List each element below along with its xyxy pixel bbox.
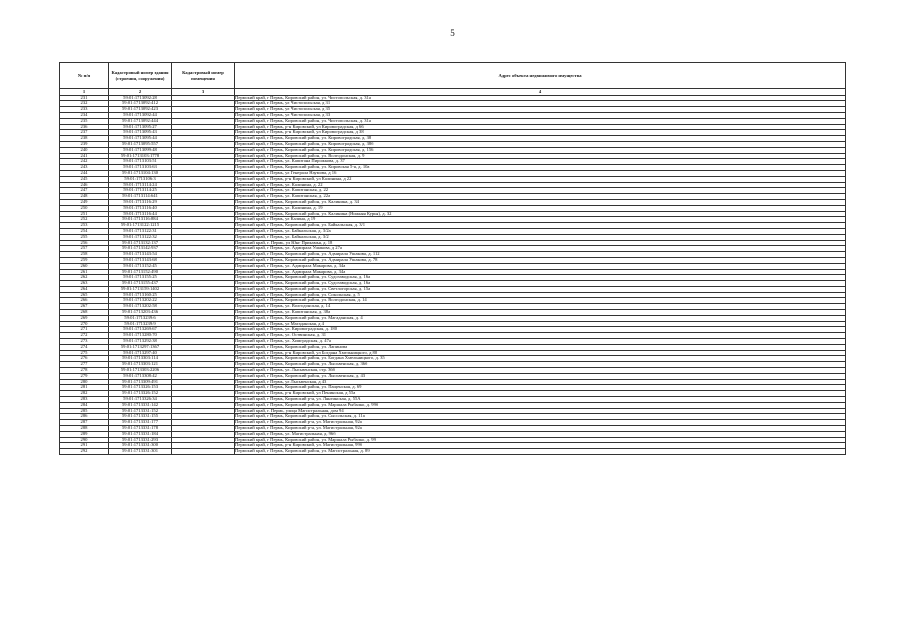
property-address: Пермский край, г Пермь, ул. Магистральная, д. 96б: [235, 431, 846, 437]
property-address: Пермский край, г Пермь, Кировский район, ул. Сокольская, д. 5: [235, 292, 846, 298]
property-address: Пермский край, г Пермь, Кировский район, ул. Калинина, д. 34: [235, 199, 846, 205]
property-address: Пермский край, г Пермь, Кировский район, ул. Кировоградская, д. 156: [235, 147, 846, 153]
cadastral-number: 59:01:1713103:63: [109, 165, 172, 171]
cadastral-number: 59:01:1713155:437: [109, 281, 172, 287]
cadastral-number: 59:01:1713202:58: [109, 304, 172, 310]
cadastral-number: 59:01:1713132:137: [109, 240, 172, 246]
property-address: Пермский край, г Пермь, Кировский район, ул. Богдана Хмельницкого, д. 35: [235, 356, 846, 362]
row-number: 247: [60, 188, 109, 194]
cadastral-number: 59:01:1713114:641: [109, 194, 172, 200]
cadastral-number: 59:01:1713116:884: [109, 217, 172, 223]
row-number: 265: [60, 292, 109, 298]
column-number: 4: [235, 89, 846, 96]
cadastral-number: 59:01:1713143:68: [109, 257, 172, 263]
property-address: Пермский край, г Пермь, Кировский район, ул. Лапинова: [235, 344, 846, 350]
row-number: 276: [60, 356, 109, 362]
row-number: 275: [60, 350, 109, 356]
cadastral-number: 59:01:1713303:114: [109, 356, 172, 362]
cadastral-number: 59:01:1713152:490: [109, 269, 172, 275]
cadastral-number: 59:01:1713331:293: [109, 437, 172, 443]
property-address: Пермский край, г Пермь, Кировский район, ул. Маршала Рыбалко, д. 99: [235, 437, 846, 443]
row-number: 264: [60, 286, 109, 292]
row-number: 285: [60, 408, 109, 414]
row-number: 248: [60, 194, 109, 200]
cadastral-number: 59:01:1713160:25: [109, 292, 172, 298]
cadastral-number: 59:01:1713116:29: [109, 199, 172, 205]
property-address: Пермский край, г Пермь, ул Магаданская, д 4: [235, 321, 846, 327]
cadastral-number: 59:01:1713331:184: [109, 431, 172, 437]
table-header: [60, 63, 846, 96]
property-address: Пермский край, г Пермь, Кировский район, ул. Кировоградская, д. 38б: [235, 141, 846, 147]
cadastral-number: 59:01:1713326:34: [109, 397, 172, 403]
row-number: 272: [60, 333, 109, 339]
cadastral-number: 59:01:1713303:2206: [109, 368, 172, 374]
row-number: 262: [60, 275, 109, 281]
property-address: Пермский край, г Пермь, ул. Байкальская, д. 3/2а: [235, 228, 846, 234]
property-address: Пермский край, г Пермь, ул Чистопольская, д 33: [235, 112, 846, 118]
property-address: Пермский край, г Пермь, р-н Кировский, ул. Магистральная, 99б: [235, 443, 846, 449]
cadastral-number: 59:01:1713106:3: [109, 176, 172, 182]
table-row: [60, 449, 846, 455]
header-address: Адрес объекта недвижимого имущества: [235, 63, 846, 89]
property-address: Пермский край, г Пермь, Кировский р-н, ул. Магистральная, 92а: [235, 426, 846, 432]
property-address: Пермский край, г Пермь, ул. Химградская, д. 47а: [235, 339, 846, 345]
property-address: Пермский край, г Пермь, Кировский район, ул. Байкальская, д. 3/1: [235, 223, 846, 229]
property-address: Пермский край, г Пермь, Кировский район, ул. Лысьвенская, д. 43: [235, 373, 846, 379]
row-number: 253: [60, 223, 109, 229]
property-registry-table: [59, 62, 846, 455]
property-address: Пермский край, г Пермь, ул Лысьвенская, д 43: [235, 379, 846, 385]
row-number: 291: [60, 443, 109, 449]
row-number: 258: [60, 252, 109, 258]
cadastral-number: 59:01:1713297:40: [109, 350, 172, 356]
room-cadastral-number: [172, 449, 235, 455]
row-number: 261: [60, 269, 109, 275]
property-address: Пермский край, г Пермь, р-н Кировский, ул Пенинская, д 55а: [235, 391, 846, 397]
property-address: Пермский край, г Пермь, р-н Кировский, ул Богдана Хмельницкого, д 80: [235, 350, 846, 356]
row-number: 246: [60, 182, 109, 188]
header-cadastral-room: Кадастровый номер помещения: [172, 63, 235, 89]
row-number: 254: [60, 228, 109, 234]
cadastral-number: 59:01:1713203:436: [109, 310, 172, 316]
property-address: Пермский край, г Пермь, Кировский район, ул. Волгодонская, д. 9: [235, 153, 846, 159]
row-number: 282: [60, 391, 109, 397]
row-number: 240: [60, 147, 109, 153]
cadastral-number: 59:01:1713092:44: [109, 112, 172, 118]
cadastral-number: 59:01:1713331:178: [109, 426, 172, 432]
header-cadastral-building: Кадастровый номер здания (строения, сооружения): [109, 63, 172, 89]
row-number: 278: [60, 368, 109, 374]
row-number: 274: [60, 344, 109, 350]
row-number: 233: [60, 107, 109, 113]
row-number: 231: [60, 95, 109, 101]
row-number: 241: [60, 153, 109, 159]
column-number: 2: [109, 89, 172, 96]
cadastral-number: 59:01:1713099:48: [109, 147, 172, 153]
row-number: 277: [60, 362, 109, 368]
row-number: 266: [60, 298, 109, 304]
property-address: Пермский край, г Пермь, ул. Кировоградская, д. 180: [235, 327, 846, 333]
property-address: Пермский край, г Пермь, ул Чистопольская, д 31: [235, 101, 846, 107]
property-address: Пермский край, г Пермь, ул Чистопольская, д 35: [235, 107, 846, 113]
property-address: Пермский край, г Пермь, ул. Лысьвенская, стр. 36б: [235, 368, 846, 374]
property-address: Пермский край, г Пермь, ул. Адмирала Ушакова, д 27а: [235, 246, 846, 252]
row-number: 249: [60, 199, 109, 205]
cadastral-number: 59:01:1713092:412: [109, 101, 172, 107]
cadastral-number: 59:01:1713122:1215: [109, 223, 172, 229]
row-number: 271: [60, 327, 109, 333]
property-address: Пермский край, г Пермь, Кировский район, ул. Сысольская, д. 11а: [235, 414, 846, 420]
property-address: Пермский край, г Пермь, Кировский район, ул. Чистопольская, д. 31а: [235, 95, 846, 101]
property-address: Пермский край, г Пермь, Кировский район, ул. Судозаводская, д. 16а: [235, 275, 846, 281]
property-address: Пермский край, г Пермь, ул. Капитана Пирожкова, д. 37: [235, 159, 846, 165]
property-address: Пермский край, г Пермь, Кировский р-н, ул. Магистральная, 92а: [235, 420, 846, 426]
cadastral-number: 59:01:1713143:54: [109, 252, 172, 258]
property-address: Пермский край, г Пермь, Кировский район, ул. Магаданская, д. 4: [235, 315, 846, 321]
property-address: Пермский край, г Пермь, Кировский район, ул. Калинина (Нижняя Курья), д. 32: [235, 211, 846, 217]
cadastral-number: 59:01:1713297:1367: [109, 344, 172, 350]
cadastral-number: 59:01:1713239:6: [109, 315, 172, 321]
property-address: Пермский край, г Пермь, ул. Калинина, д. 22: [235, 182, 846, 188]
property-address: Пермский край, г. Пермь, ул Юнг Прикамья, д. 18: [235, 240, 846, 246]
property-address: Пермский край, г Пермь, ул. Адмирала Макарова, д. 34а: [235, 269, 846, 275]
row-number: 235: [60, 118, 109, 124]
cadastral-number: 59:01:1713326:152: [109, 391, 172, 397]
property-address: Пермский край, г Пермь, ул Генерала Наумова, д 16: [235, 170, 846, 176]
row-number: 238: [60, 136, 109, 142]
row-number: 237: [60, 130, 109, 136]
row-number: 281: [60, 385, 109, 391]
page-number: 5: [450, 28, 455, 38]
row-number: 268: [60, 310, 109, 316]
table-body: [60, 95, 846, 454]
property-address: Пермский край, г Пермь, Кировский район, ул. Волгодонская, д. 14: [235, 298, 846, 304]
property-address: Пермский край, г Пермь, Кировский р-н, ул. Лянгинская, д. 55А: [235, 397, 846, 403]
row-number: 255: [60, 234, 109, 240]
cadastral-number: 59:01:1713308:42: [109, 373, 172, 379]
property-address: Пермский край, г Пермь, Кировский район, ул. Судозаводская, д. 16а: [235, 281, 846, 287]
row-number: 251: [60, 211, 109, 217]
property-address: Пермский край, г Пермь, р-н Кировский, ул Кировоградская, д 38: [235, 130, 846, 136]
cadastral-number: 59:01:1713331:152: [109, 408, 172, 414]
cadastral-number: 59:01:1713116:44: [109, 211, 172, 217]
row-number: 280: [60, 379, 109, 385]
cadastral-number: 59:01:1713103:51: [109, 159, 172, 165]
cadastral-number: 59:01:1713095:557: [109, 141, 172, 147]
row-number: 244: [60, 170, 109, 176]
row-number: 287: [60, 420, 109, 426]
row-number: 289: [60, 431, 109, 437]
cadastral-number: 59:01:1713331:177: [109, 420, 172, 426]
cadastral-number: 59:01:1713114:25: [109, 188, 172, 194]
property-address: Пермский край, г Пермь, ул. Адмирала Макарова, д. 34а: [235, 263, 846, 269]
property-address: Пермский край, г Пермь, ул. Капитанская, д. 38а: [235, 310, 846, 316]
cadastral-number: 59:01:1713292:38: [109, 339, 172, 345]
cadastral-number: 59:01:1713092:423: [109, 107, 172, 113]
cadastral-number: 59:01:1713269:67: [109, 327, 172, 333]
property-address: Пермский край, г Пермь, Кировский район, ул. Адмирала Ушакова, д. 78: [235, 257, 846, 263]
row-number: 292: [60, 449, 109, 455]
row-number: 284: [60, 402, 109, 408]
row-number: 250: [60, 205, 109, 211]
cadastral-number: 59:01:1713095:43: [109, 130, 172, 136]
row-number: 243: [60, 165, 109, 171]
row-number: 290: [60, 437, 109, 443]
row-number: 236: [60, 124, 109, 130]
property-address: Пермский край, г Пермь, ул Калина, д 19: [235, 217, 846, 223]
cadastral-number: 59:01:1713155:25: [109, 275, 172, 281]
cadastral-number: 59:01:1713103:1778: [109, 153, 172, 159]
row-number: 239: [60, 141, 109, 147]
cadastral-number: 59:01:1713116:40: [109, 205, 172, 211]
cadastral-number: 59:01:1713104:130: [109, 170, 172, 176]
cadastral-number: 59:01:1713142:937: [109, 246, 172, 252]
property-address: Пермский край, г Пермь, р-н Кировский, ул Кировоградская, д 66: [235, 124, 846, 130]
cadastral-number: 59:01:1713202:22: [109, 298, 172, 304]
cadastral-number: 59:01:1713122:32: [109, 234, 172, 240]
row-number: 234: [60, 112, 109, 118]
cadastral-number: 59:01:1713095:44: [109, 136, 172, 142]
cadastral-number: 59:01:1713095:27: [109, 124, 172, 130]
property-address: Пермский край, г Пермь, Кировский район, ул. Светлогорская, д. 15а: [235, 286, 846, 292]
property-address: Пермский край, г Пермь, Кировский район, ул. Адмирала Ушакова, д. 112: [235, 252, 846, 258]
property-address: Пермский край, г Пермь, ул. Оствинская, д. 31: [235, 333, 846, 339]
cadastral-number: 59:01:1713092:444: [109, 118, 172, 124]
cadastral-number: 59:01:1713159:1402: [109, 286, 172, 292]
property-address: Пермский край, г Пермь, ул. Волгодонская, д. 14: [235, 304, 846, 310]
header-num: № п/п: [60, 63, 109, 89]
row-number: 269: [60, 315, 109, 321]
property-address: Пермский край, г Пермь, Кировский район, ул. Кировоградская, д. 38: [235, 136, 846, 142]
row-number: 286: [60, 414, 109, 420]
cadastral-number: 59:01:1713092:28: [109, 95, 172, 101]
cadastral-number: 59:01:1713114:24: [109, 182, 172, 188]
property-address: Пермский край, г Пермь, ул. Калинина, д. 19: [235, 205, 846, 211]
row-number: 263: [60, 281, 109, 287]
cadastral-number: 59:01:1713331:300: [109, 443, 172, 449]
property-address: Пермский край, г Пермь, р-н Кировский, ул Калинина, д 22: [235, 176, 846, 182]
cadastral-number: 59:01:1713303:121: [109, 362, 172, 368]
cadastral-number: 59:01:1713326:153: [109, 385, 172, 391]
row-number: 288: [60, 426, 109, 432]
cadastral-number: 59:01:1713239:9: [109, 321, 172, 327]
property-address: Пермский край, г Пермь, Кировский район, ул. Пащенская, д. 69: [235, 385, 846, 391]
cadastral-number: 59:01:1713152:45: [109, 263, 172, 269]
column-number: 1: [60, 89, 109, 96]
cadastral-number: 59:01:1713331:142: [109, 402, 172, 408]
cadastral-number: 59:01:1713122:31: [109, 228, 172, 234]
row-number: 259: [60, 257, 109, 263]
row-number: 252: [60, 217, 109, 223]
row-number: 245: [60, 176, 109, 182]
cadastral-number: 59:01:1713280:70: [109, 333, 172, 339]
cadastral-number: 59:01:1713331:155: [109, 414, 172, 420]
row-number: 257: [60, 246, 109, 252]
property-address: Пермский край, г. Пермь, улица Магистральная, дом 94: [235, 408, 846, 414]
property-address: Пермский край, г Пермь, Кировский район, ул. Лысьвенская, д. 36б: [235, 362, 846, 368]
row-number: 270: [60, 321, 109, 327]
property-address: Пермский край, г Пермь, Кировский район, ул. Чистопольская, д. 31а: [235, 118, 846, 124]
row-number: 279: [60, 373, 109, 379]
row-number: 256: [60, 240, 109, 246]
property-address: Пермский край, г Пермь, Кировский район, ул. Маршала Рыбалко, д. 99б: [235, 402, 846, 408]
property-address: Пермский край, г Пермь, Кировский район, ул. Кировская 5-я, д. 10а: [235, 165, 846, 171]
row-number: 283: [60, 397, 109, 403]
property-address: Пермский край, г Пермь, ул. Капитанская, д. 22: [235, 188, 846, 194]
row-number: 232: [60, 101, 109, 107]
cadastral-number: 59:01:1713331:301: [109, 449, 172, 455]
column-number: 3: [172, 89, 235, 96]
property-address: Пермский край, г Пермь, Кировский район, ул. Магистральная, д. 89: [235, 449, 846, 455]
row-number: 273: [60, 339, 109, 345]
row-number: 260: [60, 263, 109, 269]
cadastral-number: 59:01:1713309:491: [109, 379, 172, 385]
row-number: 267: [60, 304, 109, 310]
property-address: Пермский край, г Пермь, ул. Капитанская, д. 22а: [235, 194, 846, 200]
row-number: 242: [60, 159, 109, 165]
property-address: Пермский край, г Пермь, ул. Байкальская, д. 3/2: [235, 234, 846, 240]
